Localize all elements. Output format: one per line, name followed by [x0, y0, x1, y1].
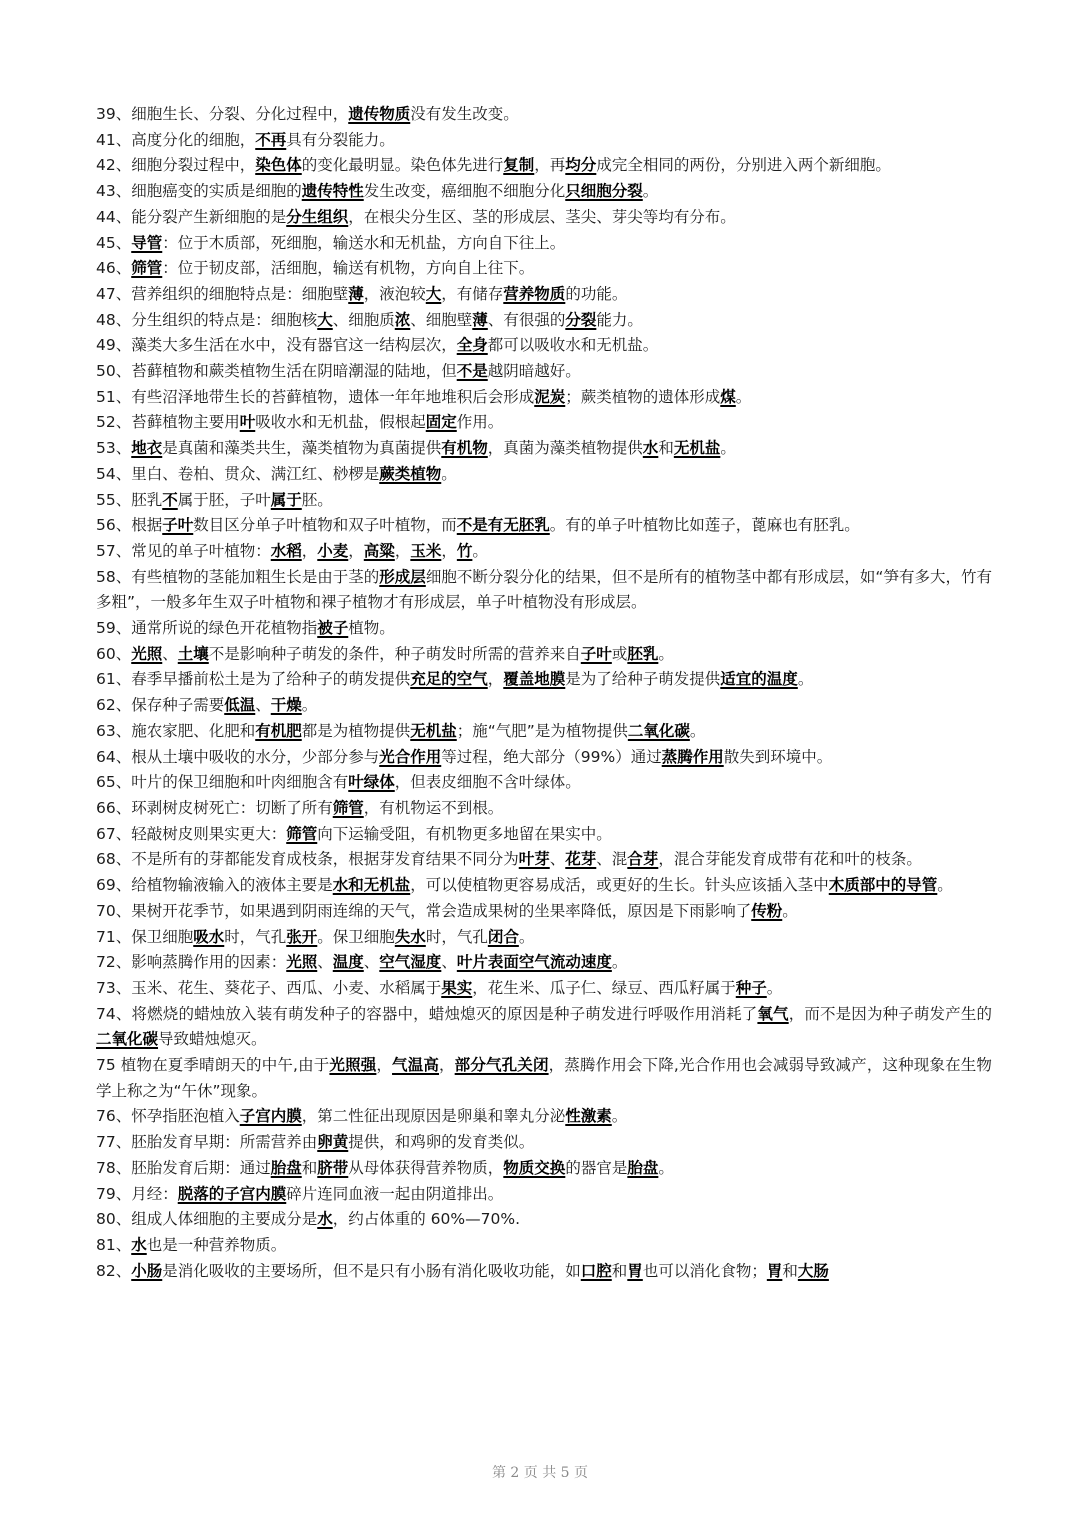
keyword: 均分: [565, 156, 597, 175]
list-item: [96, 847, 992, 873]
item-text: 58、有些植物的茎能加粗生长是由于茎的: [96, 567, 380, 586]
list-item: [96, 282, 992, 308]
item-text: 和: [301, 1158, 318, 1177]
item-text: 都可以吸收水和无机盐。: [487, 336, 659, 355]
list-item: [96, 256, 992, 282]
item-text: 数目区分单子叶植物和双子叶植物，而: [193, 516, 457, 535]
list-item: [96, 205, 992, 231]
item-text: 42、细胞分裂过程中，: [96, 156, 256, 175]
item-text: 和: [782, 1261, 798, 1280]
keyword: 有机物: [441, 439, 488, 458]
keyword: 大肠: [797, 1261, 829, 1280]
item-text: 。: [518, 927, 535, 946]
list-item: [96, 488, 992, 514]
item-text: ，蒸腾作用会下降,光合作用也会减弱导致减产，这种现象在生物学上称之为“午休”现象。: [96, 1056, 992, 1100]
item-text: 、: [441, 953, 457, 972]
item-text: 。: [766, 978, 783, 997]
item-text: 。有的单子叶植物比如莲子，蓖麻也有胚乳。: [549, 516, 860, 535]
list-item: [96, 513, 992, 539]
item-text: ，: [348, 541, 364, 560]
keyword: 子叶: [162, 516, 194, 535]
list-item: [96, 333, 992, 359]
item-text: ，但表皮细胞不含叶绿体。: [394, 773, 581, 792]
item-text: 和: [658, 439, 674, 458]
item-text: 散失到环境中。: [723, 747, 833, 766]
keyword: 花芽: [565, 850, 597, 869]
item-text: 是为了给种子萌发提供: [565, 670, 721, 689]
item-text: 发生改变，癌细胞不细胞分化: [363, 182, 566, 201]
item-text: 73、玉米、花生、葵花子、西瓜、小麦、水稻属于: [96, 978, 442, 997]
keyword: 氧气: [757, 1004, 789, 1023]
list-item: [96, 231, 992, 257]
keyword: 子叶: [580, 644, 612, 663]
item-text: 。: [735, 387, 752, 406]
item-text: 时，气孔: [224, 927, 287, 946]
list-item: [96, 770, 992, 796]
keyword: 竹: [456, 541, 473, 560]
list-item: [96, 925, 992, 951]
keyword: 脐带: [317, 1158, 349, 1177]
item-text: 56、根据: [96, 516, 163, 535]
keyword: 光合作用: [379, 747, 442, 766]
list-item: [96, 976, 992, 1002]
item-text: 51、有些沼泽地带生长的苔藓植物，遗体一年年地堆积后会形成: [96, 387, 535, 406]
item-text: 、: [255, 696, 271, 715]
list-item: [96, 873, 992, 899]
item-text: 。: [301, 696, 318, 715]
keyword: 染色体: [255, 156, 302, 175]
item-text: 48、分生组织的特点是：细胞核: [96, 310, 318, 329]
item-text: 、混: [596, 850, 628, 869]
item-text: 72、影响蒸腾作用的因素：: [96, 953, 287, 972]
keyword: 水: [642, 439, 659, 458]
item-text: ，: [376, 1056, 393, 1075]
keyword: 大: [317, 310, 333, 329]
keyword: 叶片表面空气流动速度: [456, 953, 612, 972]
item-text: 71、保卫细胞: [96, 927, 194, 946]
item-text: 77、胚胎发育早期：所需营养由: [96, 1133, 318, 1152]
list-item: [96, 410, 992, 436]
keyword: 蕨类植物: [379, 464, 442, 483]
item-text: 39、细胞生长、分裂、分化过程中，: [96, 105, 349, 123]
keyword: 地衣: [131, 439, 163, 458]
item-text: 吸收水和无机盐，假根起: [255, 413, 426, 432]
item-text: 越阴暗越好。: [487, 362, 581, 381]
list-item: [96, 745, 992, 771]
item-text: 。: [937, 876, 953, 895]
item-text: 41、高度分化的细胞，: [96, 130, 256, 149]
keyword: 不是有无胚乳: [456, 516, 550, 535]
item-text: 也是一种营养物质。: [146, 1235, 287, 1254]
item-text: 66、环剥树皮树死亡：切断了所有: [96, 798, 333, 817]
keyword: 大: [425, 284, 442, 303]
list-item: [96, 822, 992, 848]
list-item: [96, 616, 992, 642]
keyword: 筛管: [332, 798, 364, 817]
keyword: 遗传物质: [348, 105, 411, 123]
keyword: 浓: [394, 310, 411, 329]
keyword: 温度: [332, 953, 364, 972]
keyword: 不再: [255, 130, 287, 149]
item-text: 、: [549, 850, 566, 869]
item-text: 61、春季早播前松土是为了给种子的萌发提供: [96, 670, 411, 689]
keyword: 光照: [286, 953, 318, 972]
item-text: 都是为植物提供: [301, 721, 411, 740]
keyword: 果实: [441, 978, 473, 997]
item-text: 80、组成人体细胞的主要成分是: [96, 1210, 318, 1229]
keyword: 部分气孔关闭: [454, 1056, 549, 1075]
keyword: 土壤: [177, 644, 209, 663]
item-text: 胚。: [301, 490, 333, 509]
item-text: 。: [642, 182, 659, 201]
item-text: 49、藻类大多生活在水中，没有器官这一结构层次，: [96, 336, 457, 355]
keyword: 口腔: [580, 1261, 612, 1280]
list-item: [96, 899, 992, 925]
item-text: 79、月经：: [96, 1184, 178, 1203]
keyword: 营养物质: [503, 284, 566, 303]
keyword: 不: [162, 490, 178, 509]
item-text: 65、叶片的保卫细胞和叶肉细胞含有: [96, 773, 349, 792]
list-item: [96, 359, 992, 385]
item-text: 78、胚胎发育后期：通过: [96, 1158, 271, 1177]
item-text: 、有很强的: [487, 310, 566, 329]
keyword: 复制: [503, 156, 535, 175]
list-item: [96, 796, 992, 822]
keyword: 卵黄: [317, 1133, 349, 1152]
keyword: 二氧化碳: [627, 721, 690, 740]
list-item: [96, 667, 992, 693]
list-item: [96, 179, 992, 205]
item-text: 、: [317, 953, 333, 972]
item-text: 59、通常所说的绿色开花植物指: [96, 619, 318, 638]
keyword: 叶绿体: [348, 773, 395, 792]
keyword: 叶芽: [518, 850, 550, 869]
item-text: 47、营养组织的细胞特点是：细胞壁: [96, 284, 349, 303]
item-text: 。: [611, 1107, 628, 1126]
document-body: [96, 102, 992, 1284]
keyword: 脱落的子宫内膜: [177, 1184, 287, 1203]
item-text: 。保卫细胞: [317, 927, 395, 946]
item-text: 62、保存种子需要: [96, 696, 225, 715]
list-item: [96, 1182, 992, 1208]
keyword: 无机盐: [410, 721, 457, 740]
item-text: 52、苔藓植物主要用: [96, 413, 240, 432]
item-text: 的功能。: [565, 284, 628, 303]
item-text: 的器官是: [565, 1158, 628, 1177]
keyword: 全身: [456, 336, 488, 355]
item-text: 55、胚乳: [96, 490, 163, 509]
keyword: 水稻: [270, 541, 302, 560]
keyword: 充足的空气: [410, 670, 488, 689]
item-text: 。: [689, 721, 706, 740]
keyword: 分生组织: [286, 207, 349, 226]
item-text: 60、: [96, 644, 132, 663]
item-text: 导致蜡烛熄灭。: [158, 1030, 267, 1049]
item-text: 。: [611, 953, 628, 972]
list-item: [96, 385, 992, 411]
item-text: ，真菌为藻类植物提供: [487, 439, 643, 458]
item-text: 68、不是所有的芽都能发育成枝条，根据芽发育结果不同分为: [96, 850, 519, 869]
list-item: [96, 128, 992, 154]
keyword: 叶: [239, 413, 256, 432]
item-text: 、细胞质: [332, 310, 395, 329]
list-item: [96, 102, 992, 128]
keyword: 胚乳: [627, 644, 659, 663]
item-text: 从母体获得营养物质，: [348, 1158, 504, 1177]
list-item: [96, 642, 992, 668]
item-text: ，而不是因为种子萌发产生的: [788, 1004, 992, 1023]
item-text: ，: [394, 541, 411, 560]
keyword: 种子: [735, 978, 767, 997]
keyword: 被子: [317, 619, 349, 638]
item-text: 提供，和鸡卵的发育类似。: [348, 1133, 535, 1152]
keyword: 不是: [456, 362, 488, 381]
item-text: 57、常见的单子叶植物：: [96, 541, 271, 560]
keyword: 形成层: [379, 567, 426, 586]
keyword: 胃: [766, 1261, 783, 1280]
keyword: 高粱: [363, 541, 395, 560]
item-text: 具有分裂能力。: [286, 130, 395, 149]
item-text: 的变化最明显。染色体先进行: [301, 156, 504, 175]
list-item: [96, 1156, 992, 1182]
list-item: [96, 436, 992, 462]
keyword: 水: [131, 1235, 147, 1254]
item-text: 成完全相同的两份，分别进入两个新细胞。: [596, 156, 891, 175]
list-item: [96, 1002, 992, 1053]
item-text: 67、轻敲树皮则果实更大：: [96, 824, 287, 843]
item-text: ，第二性征出现原因是卵巢和睾丸分泌: [301, 1107, 566, 1126]
keyword: 适宜的温度: [720, 670, 798, 689]
item-text: ，有机物运不到根。: [363, 798, 504, 817]
keyword: 薄: [472, 310, 488, 329]
item-text: 、: [162, 644, 178, 663]
item-text: 。: [797, 670, 814, 689]
item-text: 76、怀孕指胚泡植入: [96, 1107, 240, 1126]
keyword: 煤: [720, 387, 736, 406]
item-text: 作用。: [456, 413, 504, 432]
keyword: 张开: [286, 927, 318, 946]
keyword: 属于: [270, 490, 302, 509]
keyword: 覆盖地膜: [503, 670, 566, 689]
item-text: 50、苔藓植物和蕨类植物生活在阴暗潮湿的陆地，但: [96, 362, 457, 381]
item-text: 能力。: [596, 310, 643, 329]
item-text: 碎片连同血液一起由阴道排出。: [286, 1184, 504, 1203]
keyword: 失水: [394, 927, 426, 946]
keyword: 泥炭: [534, 387, 566, 406]
item-text: ，: [487, 670, 504, 689]
keyword: 物质交换: [503, 1158, 566, 1177]
item-text: 54、里白、卷柏、贯众、满江红、桫椤是: [96, 464, 380, 483]
item-text: ，混合芽能发育成带有花和叶的枝条。: [658, 850, 922, 869]
item-text: 也可以消化食物；: [642, 1261, 767, 1280]
item-text: 、: [363, 953, 380, 972]
item-text: 属于胚，子叶: [177, 490, 271, 509]
keyword: 小肠: [131, 1261, 163, 1280]
item-text: 70、果树开花季节，如果遇到阴雨连绵的天气，常会造成果树的坐果率降低，原因是下雨影响了: [96, 901, 752, 920]
keyword: 胃: [627, 1261, 643, 1280]
keyword: 木质部中的导管: [828, 876, 938, 895]
list-item: [96, 950, 992, 976]
list-item: [96, 1053, 992, 1104]
item-text: 不是影响种子萌发的条件，种子萌发时所需的营养来自: [208, 644, 581, 663]
keyword: 玉米: [410, 541, 442, 560]
item-text: 75 植物在夏季晴朗天的中午,由于: [96, 1056, 330, 1075]
list-item: [96, 1233, 992, 1259]
item-text: ，在根尖分生区、茎的形成层、茎尖、芽尖等均有分布。: [348, 207, 736, 226]
item-text: ，花生米、瓜子仁、绿豆、西瓜籽属于: [472, 978, 736, 997]
list-item: [96, 153, 992, 179]
list-item: [96, 1259, 992, 1285]
keyword: 性激素: [565, 1107, 612, 1126]
item-text: 时，气孔: [425, 927, 488, 946]
list-item: [96, 1104, 992, 1130]
keyword: 只细胞分裂: [565, 182, 643, 201]
list-item: [96, 1207, 992, 1233]
keyword: 水和无机盐: [332, 876, 411, 895]
item-text: 、细胞壁: [410, 310, 473, 329]
keyword: 闭合: [487, 927, 519, 946]
item-text: 53、: [96, 439, 132, 458]
keyword: 二氧化碳: [96, 1030, 159, 1049]
item-text: 69、给植物输液输入的液体主要是: [96, 876, 333, 895]
keyword: 水: [317, 1210, 333, 1229]
item-text: ，: [439, 1056, 455, 1075]
item-text: ，液泡较: [363, 284, 426, 303]
item-text: 。: [720, 439, 736, 458]
list-item: [96, 693, 992, 719]
keyword: 干燥: [270, 696, 302, 715]
item-text: ，再: [534, 156, 566, 175]
item-text: 和: [611, 1261, 628, 1280]
item-text: 81、: [96, 1235, 132, 1254]
item-text: 44、能分裂产生新细胞的是: [96, 207, 287, 226]
item-text: 43、细胞癌变的实质是细胞的: [96, 182, 302, 201]
keyword: 胎盘: [270, 1158, 302, 1177]
item-text: 是真菌和藻类共生，藻类植物为真菌提供: [162, 439, 442, 458]
item-text: ；蕨类植物的遗体形成: [565, 387, 721, 406]
keyword: 筛管: [131, 259, 163, 278]
keyword: 空气湿度: [379, 953, 442, 972]
keyword: 气温高: [392, 1056, 440, 1075]
item-text: 45、: [96, 233, 132, 252]
keyword: 光照: [131, 644, 163, 663]
item-text: 。: [658, 1158, 674, 1177]
item-text: 。: [782, 901, 798, 920]
keyword: 胎盘: [627, 1158, 659, 1177]
keyword: 薄: [348, 284, 364, 303]
item-text: 植物。: [348, 619, 395, 638]
item-text: ，: [301, 541, 318, 560]
keyword: 合芽: [627, 850, 659, 869]
item-text: 63、施农家肥、化肥和: [96, 721, 256, 740]
keyword: 固定: [425, 413, 457, 432]
item-text: ；施“气肥”是为植物提供: [456, 721, 628, 740]
list-item: [96, 308, 992, 334]
list-item: [96, 539, 992, 565]
item-text: ：位于木质部，死细胞，输送水和无机盐，方向自下往上。: [162, 233, 566, 252]
item-text: 。: [441, 464, 457, 483]
keyword: 低温: [224, 696, 256, 715]
keyword: 遗传特性: [301, 182, 364, 201]
item-text: 46、: [96, 259, 132, 278]
item-text: 64、根从土壤中吸收的水分，少部分参与: [96, 747, 380, 766]
keyword: 有机肥: [255, 721, 302, 740]
list-item: [96, 719, 992, 745]
keyword: 光照强: [329, 1056, 377, 1075]
item-text: 没有发生改变。: [410, 105, 519, 123]
list-item: [96, 462, 992, 488]
item-text: ，有储存: [441, 284, 504, 303]
keyword: 小麦: [317, 541, 349, 560]
item-text: ，可以使植物更容易成活，或更好的生长。针头应该插入茎中: [410, 876, 829, 895]
keyword: 吸水: [193, 927, 225, 946]
item-text: ，约占体重的 60%—70%.: [332, 1210, 521, 1229]
item-text: 82、: [96, 1261, 132, 1280]
item-text: 。: [472, 541, 488, 560]
keyword: 子宫内膜: [239, 1107, 302, 1126]
keyword: 传粉: [751, 901, 783, 920]
keyword: 筛管: [286, 824, 318, 843]
item-text: 74、将燃烧的蜡烛放入装有萌发种子的容器中，蜡烛熄灭的原因是种子萌发进行呼吸作用消耗了: [96, 1004, 758, 1023]
item-text: 细胞不断分裂分化的结果，但不是所有的植物茎中都有形成层，如“笋有多大，竹有多粗”，一般多年生双子叶植物和裸子植物才有形成层，单子叶植物没有形成层。: [96, 567, 992, 612]
keyword: 蒸腾作用: [661, 747, 724, 766]
list-item: [96, 565, 992, 616]
keyword: 无机盐: [673, 439, 721, 458]
item-text: ：位于韧皮部，活细胞，输送有机物，方向自上往下。: [162, 259, 535, 278]
keyword: 导管: [131, 233, 163, 252]
page-footer: 第 2 页 共 5 页: [491, 1465, 589, 1481]
item-text: ，: [441, 541, 457, 560]
item-text: 向下运输受阻，有机物更多地留在果实中。: [317, 824, 612, 843]
list-item: [96, 1130, 992, 1156]
item-text: 是消化吸收的主要场所，但不是只有小肠有消化吸收功能，如: [162, 1261, 581, 1280]
item-text: 或: [611, 644, 628, 663]
item-text: 等过程，绝大部分（99%）通过: [441, 747, 662, 766]
keyword: 分裂: [565, 310, 597, 329]
item-text: 。: [658, 644, 674, 663]
